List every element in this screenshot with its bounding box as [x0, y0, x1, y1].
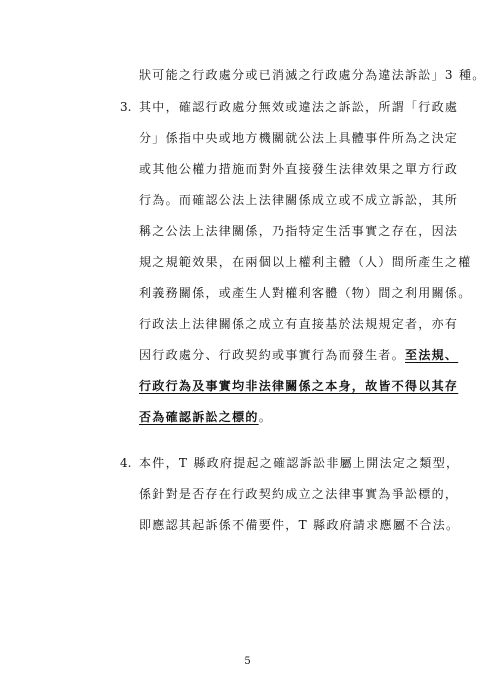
- item-3-line-11-tail: 。: [258, 410, 273, 424]
- item-3-line-4: 行為。而確認公法上法律關係成立或不成立訴訟，其所: [139, 193, 459, 207]
- item-3-marker: 3.: [120, 100, 132, 114]
- item-3-line-7: 利義務關係，或產生人對權利客體（物）間之利用關係。: [139, 286, 472, 300]
- item-4-marker: 4.: [120, 456, 132, 470]
- page-number: 5: [244, 656, 251, 667]
- item-3-line-2: 分」係指中央或地方機關就公法上具體事件所為之決定: [139, 131, 459, 145]
- item-3-line-9-text: 因行政處分、行政契約或事實行為而發生者。: [139, 348, 406, 362]
- item-3-emphasis-start: 至法規、: [405, 348, 459, 362]
- item-3-line-6: 規之規範效果，在兩個以上權利主體（人）間所產生之權: [139, 255, 472, 269]
- item-4-line-2: 係針對是否存在行政契約成立之法律事實為爭訟標的，: [139, 487, 459, 501]
- item-3-line-8: 行政法上法律關係之成立有直接基於法規規定者，亦有: [139, 317, 459, 331]
- item-3-line-3: 或其他公權力措施而對外直接發生法律效果之單方行政: [139, 162, 459, 176]
- intro-line: 狀可能之行政處分或已消滅之行政處分為違法訴訟」3 種。: [139, 68, 486, 82]
- item-3-emphasis-line: 行政行為及事實均非法律關係之本身，故皆不得以其存: [139, 379, 459, 393]
- item-3-line-5: 稱之公法上法律關係，乃指特定生活事實之存在，因法: [139, 224, 459, 238]
- item-3-line-11: [139, 409, 272, 425]
- item-4-line-1: 本件，T 縣政府提起之確認訴訟非屬上開法定之類型，: [139, 456, 460, 470]
- item-3-line-9: [139, 347, 458, 363]
- item-4-line-3: 即應認其起訴係不備要件，T 縣政府請求應屬不合法。: [139, 518, 460, 532]
- item-3-emphasis-end: 否為確認訴訟之標的: [139, 410, 259, 424]
- item-3-line-1: 其中，確認行政處分無效或違法之訴訟，所謂「行政處: [139, 100, 459, 114]
